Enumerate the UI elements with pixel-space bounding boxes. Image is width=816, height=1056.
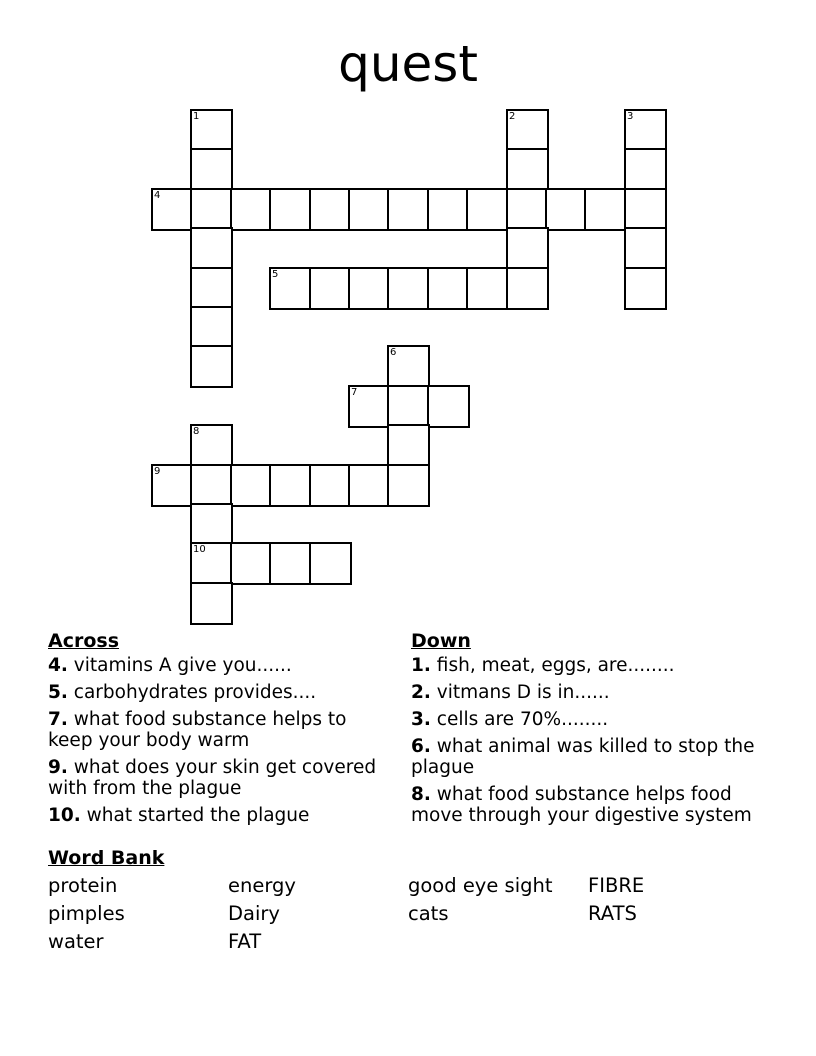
clue-number-label: 4 (154, 190, 161, 201)
grid-cell[interactable] (624, 267, 667, 310)
word-bank-item: water (48, 930, 104, 953)
across-heading: Across (48, 630, 120, 652)
clue-across-7 (48, 709, 378, 751)
grid-cell[interactable] (190, 306, 233, 349)
word-bank-item: FAT (228, 930, 262, 953)
clue-number-label: 3 (627, 111, 634, 122)
down-clues (411, 629, 771, 832)
clue-text: what started the plague (86, 805, 310, 826)
grid-cell[interactable] (387, 188, 430, 231)
clue-number-label: 2 (509, 111, 516, 122)
clue-number: 5. (48, 682, 68, 703)
word-bank-item: protein (48, 874, 118, 897)
grid-cell[interactable] (230, 188, 273, 231)
grid-cell[interactable] (309, 267, 352, 310)
clue-number: 10. (48, 805, 81, 826)
grid-cell[interactable] (151, 464, 194, 507)
clue-across-5 (48, 682, 378, 703)
clue-text: fish, meat, eggs, are........ (436, 655, 675, 676)
clue-text: vitamins A give you...... (73, 655, 292, 676)
grid-cell[interactable] (190, 109, 233, 152)
grid-cell[interactable] (466, 188, 509, 231)
grid-cell[interactable] (348, 464, 391, 507)
grid-cell[interactable] (387, 385, 430, 428)
grid-cell[interactable] (348, 385, 391, 428)
grid-cell[interactable] (427, 188, 470, 231)
grid-cell[interactable] (190, 227, 233, 270)
clue-text: cells are 70%........ (436, 709, 609, 730)
grid-cell[interactable] (269, 464, 312, 507)
grid-cell[interactable] (348, 267, 391, 310)
clue-number: 9. (48, 757, 68, 778)
grid-cell[interactable] (506, 188, 549, 231)
clue-down-1 (411, 655, 771, 676)
grid-cell[interactable] (269, 188, 312, 231)
down-heading: Down (411, 630, 471, 652)
grid-cell[interactable] (190, 188, 233, 231)
grid-cell[interactable] (348, 188, 391, 231)
clue-text: what animal was killed to stop the plague (411, 736, 755, 778)
grid-cell[interactable] (190, 148, 233, 191)
grid-cell[interactable] (387, 267, 430, 310)
clue-number-label: 6 (390, 347, 397, 358)
grid-cell[interactable] (309, 542, 352, 585)
clue-number-label: 7 (351, 387, 358, 398)
grid-cell[interactable] (624, 109, 667, 152)
word-bank-item: FIBRE (588, 874, 645, 897)
clue-text: vitmans D is in...... (436, 682, 610, 703)
grid-cell[interactable] (387, 345, 430, 388)
grid-cell[interactable] (190, 424, 233, 467)
grid-cell[interactable] (427, 267, 470, 310)
grid-cell[interactable] (190, 542, 233, 585)
clue-number-label: 5 (272, 269, 279, 280)
word-bank-item: good eye sight (408, 874, 553, 897)
clue-text: carbohydrates provides.... (73, 682, 317, 703)
clue-text: what food substance helps food move through your digestive system (411, 784, 752, 826)
clue-number: 1. (411, 655, 431, 676)
grid-cell[interactable] (506, 148, 549, 191)
clue-number: 6. (411, 736, 431, 757)
clue-down-6 (411, 736, 771, 778)
clue-across-9 (48, 757, 378, 799)
clue-number-label: 1 (193, 111, 200, 122)
grid-cell[interactable] (190, 267, 233, 310)
grid-cell[interactable] (624, 148, 667, 191)
grid-cell[interactable] (230, 542, 273, 585)
clue-number: 8. (411, 784, 431, 805)
clue-number: 4. (48, 655, 68, 676)
grid-cell[interactable] (230, 464, 273, 507)
clue-number-label: 8 (193, 426, 200, 437)
word-bank-item: pimples (48, 902, 125, 925)
grid-cell[interactable] (624, 227, 667, 270)
grid-cell[interactable] (387, 424, 430, 467)
clue-down-3 (411, 709, 771, 730)
grid-cell[interactable] (466, 267, 509, 310)
grid-cell[interactable] (387, 464, 430, 507)
clue-number-label: 9 (154, 466, 161, 477)
grid-cell[interactable] (624, 188, 667, 231)
grid-cell[interactable] (269, 542, 312, 585)
grid-cell[interactable] (506, 267, 549, 310)
grid-cell[interactable] (427, 385, 470, 428)
clue-down-2 (411, 682, 771, 703)
clue-number: 3. (411, 709, 431, 730)
grid-cell[interactable] (506, 227, 549, 270)
clue-down-8 (411, 784, 771, 826)
word-bank-item: Dairy (228, 902, 280, 925)
grid-cell[interactable] (151, 188, 194, 231)
grid-cell[interactable] (190, 582, 233, 625)
clue-text: what does your skin get covered with from the plague (48, 757, 377, 799)
word-bank-item: cats (408, 902, 449, 925)
grid-cell[interactable] (506, 109, 549, 152)
clue-across-4 (48, 655, 378, 676)
clue-number: 2. (411, 682, 431, 703)
grid-cell[interactable] (309, 464, 352, 507)
word-bank-item: energy (228, 874, 296, 897)
grid-cell[interactable] (309, 188, 352, 231)
clue-across-10 (48, 805, 378, 826)
grid-cell[interactable] (190, 464, 233, 507)
grid-cell[interactable] (584, 188, 627, 231)
clue-number-label: 10 (193, 544, 206, 555)
grid-cell[interactable] (545, 188, 588, 231)
grid-cell[interactable] (190, 345, 233, 388)
grid-cell[interactable] (269, 267, 312, 310)
clue-number: 7. (48, 709, 68, 730)
word-bank-item: RATS (588, 902, 637, 925)
puzzle-title: quest (338, 35, 478, 93)
clue-text: what food substance helps to keep your body warm (48, 709, 347, 751)
grid-cell[interactable] (190, 503, 233, 546)
across-clues (48, 629, 378, 832)
word-bank-heading: Word Bank (48, 847, 165, 869)
